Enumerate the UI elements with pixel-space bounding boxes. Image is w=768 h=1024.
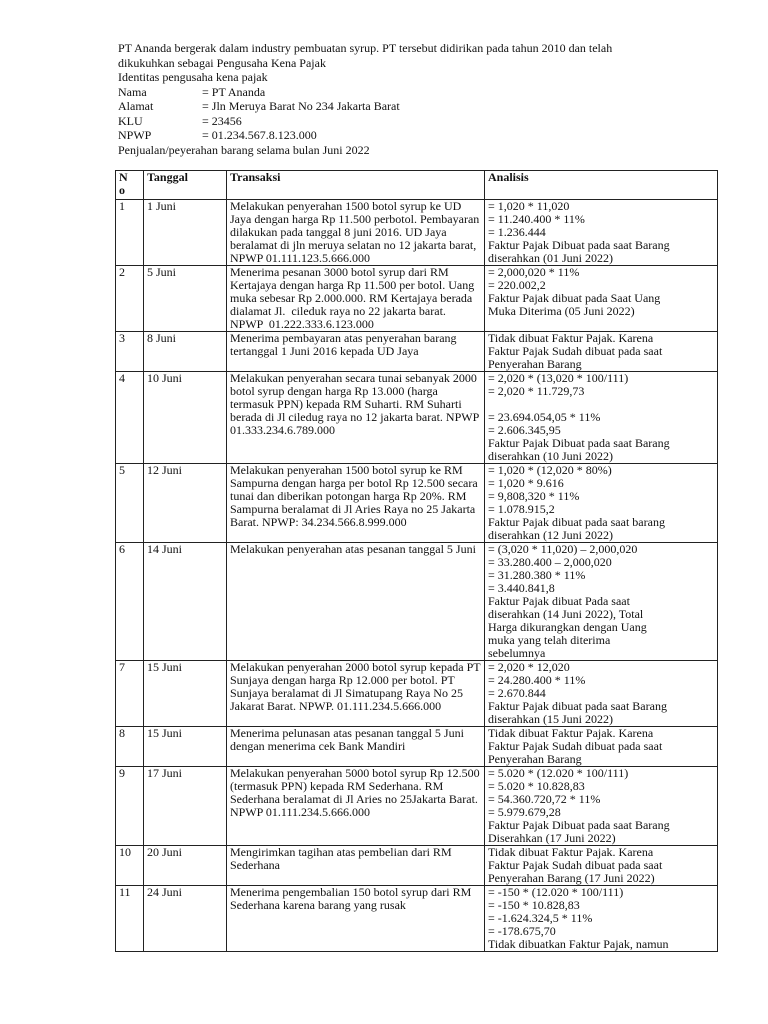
analisis-line: Faktur Pajak dibuat pada saat barang: [488, 515, 665, 529]
cell-analisis: [485, 767, 718, 846]
field-label: Nama: [118, 84, 147, 99]
cell-transaksi: [227, 767, 485, 846]
cell-no: 7: [116, 661, 144, 727]
transaksi-line: dialamat Jl. cileduk raya no 22 jakarta barat.: [230, 304, 446, 318]
transaksi-line: Melakukan penyerahan atas pesanan tanggal 5 Juni: [230, 542, 476, 556]
analisis-line: = 5.979.679,28: [488, 805, 561, 819]
cell-transaksi: [227, 332, 485, 372]
analisis-line: = 2.670.844: [488, 686, 546, 700]
transaksi-line: Sunjaya beralamat di Jl Simatupang Raya No 25: [230, 686, 463, 700]
analisis-line: diserahkan (12 Juni 2022): [488, 528, 613, 542]
analisis-line: diserahkan (15 Juni 2022): [488, 712, 613, 726]
intro-paragraph-line-2: dikukuhkan sebagai Pengusaha Kena Pajak: [118, 55, 326, 70]
table-row: [116, 200, 718, 266]
transaksi-line: dilakukan pada tanggal 8 juni 2016. UD Jaya: [230, 225, 447, 239]
cell-tanggal: 1 Juni: [144, 200, 227, 266]
analisis-line: = (3,020 * 11,020) – 2,000,020: [488, 542, 638, 556]
transaksi-line: Sederhana beralamat di Jl Aries no 25Jakarta Barat.: [230, 792, 478, 806]
table-row: [116, 332, 718, 372]
header-analisis: Analisis: [485, 171, 718, 200]
transaksi-line: muka sebesar Rp 2.000.000. RM Kertajaya berada: [230, 291, 473, 305]
transactions-table: [115, 170, 718, 952]
analisis-line: = 33.280.400 – 2,000,020: [488, 555, 612, 569]
cell-analisis: [485, 846, 718, 886]
analisis-line: = 23.694.054,05 * 11%: [488, 410, 601, 424]
transaksi-line: Melakukan penyerahan 1500 botol syrup ke UD: [230, 199, 462, 213]
analisis-line: Tidak dibuat Faktur Pajak. Karena: [488, 331, 654, 345]
table-row: [116, 543, 718, 661]
transaksi-line: botol syrup dengan harga Rp 13.000 (harga: [230, 384, 438, 398]
field-klu: [118, 114, 638, 129]
field-nama: [118, 85, 638, 100]
analisis-line: = 5.020 * 10.828,83: [488, 779, 585, 793]
transaksi-line: termasuk PPN) kepada RM Suharti. RM Suharti: [230, 397, 462, 411]
analisis-line: Tidak dibuat Faktur Pajak. Karena: [488, 726, 654, 740]
header-tanggal: Tanggal: [144, 171, 227, 200]
transaksi-line: 01.333.234.6.789.000: [230, 423, 335, 437]
analisis-line: Faktur Pajak Sudah dibuat pada saat: [488, 344, 663, 358]
cell-no: 2: [116, 266, 144, 332]
analisis-line: = 1,020 * (12,020 * 80%): [488, 463, 612, 477]
transaksi-line: Melakukan penyerahan 1500 botol syrup ke RM: [230, 463, 463, 477]
cell-tanggal: 15 Juni: [144, 727, 227, 767]
analisis-line: muka yang telah diterima: [488, 633, 611, 647]
cell-transaksi: [227, 543, 485, 661]
cell-transaksi: [227, 727, 485, 767]
analisis-line: Tidak dibuatkan Faktur Pajak, namun: [488, 937, 669, 951]
cell-tanggal: 10 Juni: [144, 372, 227, 464]
analisis-line: = 54.360.720,72 * 11%: [488, 792, 601, 806]
cell-analisis: [485, 266, 718, 332]
analisis-line: = 11.240.400 * 11%: [488, 212, 585, 226]
table-body: [116, 200, 718, 952]
analisis-line: = -150 * 10.828,83: [488, 898, 580, 912]
analisis-line: Muka Diterima (05 Juni 2022): [488, 304, 635, 318]
field-alamat: [118, 99, 638, 114]
analisis-line: = -1.624.324,5 * 11%: [488, 911, 593, 925]
cell-transaksi: [227, 266, 485, 332]
cell-analisis: [485, 543, 718, 661]
analisis-line: Faktur Pajak Dibuat pada saat Barang: [488, 818, 670, 832]
table-row: [116, 886, 718, 952]
cell-no: 11: [116, 886, 144, 952]
cell-tanggal: 8 Juni: [144, 332, 227, 372]
analisis-line: = 31.280.380 * 11%: [488, 568, 586, 582]
transaksi-line: Jaya dengan harga Rp 11.500 perbotol. Pembayaran: [230, 212, 480, 226]
table-row: [116, 767, 718, 846]
analisis-line: Faktur Pajak dibuat pada saat Barang: [488, 699, 667, 713]
transaksi-line: Jakarat Barat. NPWP. 01.111.234.5.666.000: [230, 699, 442, 713]
header-transaksi: Transaksi: [227, 171, 485, 200]
transaksi-line: Sunjaya dengan harga Rp 12.000 per botol. PT: [230, 673, 455, 687]
transaksi-line: NPWP 01.111.234.5.666.000: [230, 805, 371, 819]
cell-tanggal: 17 Juni: [144, 767, 227, 846]
field-label: NPWP: [118, 128, 152, 142]
cell-tanggal: 24 Juni: [144, 886, 227, 952]
intro-section: [118, 41, 638, 157]
transaksi-line: beralamat di jln meruya selatan no 12 jakarta barat,: [230, 238, 477, 252]
analisis-line: diserahkan (10 Juni 2022): [488, 449, 613, 463]
table-row: [116, 464, 718, 543]
analisis-line: = 5.020 * (12.020 * 100/111): [488, 766, 629, 780]
transaksi-line: NPWP 01.222.333.6.123.000: [230, 317, 374, 331]
cell-analisis: [485, 886, 718, 952]
transaksi-line: Sampurna beralamat di Jl Aries Raya no 25 Jakarta: [230, 502, 476, 516]
transaksi-line: Sampurna dengan harga per botol Rp 12.500 secara: [230, 476, 478, 490]
table-row: [116, 266, 718, 332]
cell-tanggal: 14 Juni: [144, 543, 227, 661]
cell-no: 8: [116, 727, 144, 767]
transaksi-line: NPWP 01.111.123.5.666.000: [230, 251, 371, 265]
transaksi-line: Barat. NPWP: 34.234.566.8.999.000: [230, 515, 407, 529]
analisis-line: Harga dikurangkan dengan Uang: [488, 620, 647, 634]
header-no: N o: [116, 171, 144, 200]
cell-transaksi: [227, 661, 485, 727]
analisis-line: = 220.002,2: [488, 278, 546, 292]
analisis-line: Faktur Pajak Dibuat pada saat Barang: [488, 238, 670, 252]
analisis-line: = 2.606.345,95: [488, 423, 561, 437]
field-label: Alamat: [118, 99, 154, 113]
cell-no: 1: [116, 200, 144, 266]
cell-tanggal: 20 Juni: [144, 846, 227, 886]
analisis-line: = 2,000,020 * 11%: [488, 265, 580, 279]
analisis-line: = 2,020 * 11.729,73: [488, 384, 585, 398]
table-row: [116, 727, 718, 767]
field-value: = PT Ananda: [202, 84, 266, 99]
analisis-line: Faktur Pajak Sudah dibuat pada saat: [488, 739, 663, 753]
transaksi-line: (termasuk PPN) kepada RM Sederhana. RM: [230, 779, 444, 793]
transaksi-line: Melakukan penyerahan secara tunai sebanyak 2000: [230, 371, 477, 385]
table-row: [116, 372, 718, 464]
transaksi-line: tertanggal 1 Juni 2016 kepada UD Jaya: [230, 344, 419, 358]
cell-analisis: [485, 332, 718, 372]
field-value: = 01.234.567.8.123.000: [202, 128, 317, 142]
analisis-line: Faktur Pajak dibuat Pada saat: [488, 594, 630, 608]
cell-no: 4: [116, 372, 144, 464]
analisis-line: = 9,808,320 * 11%: [488, 489, 580, 503]
cell-no: 9: [116, 767, 144, 846]
analisis-line: = 1.078.915,2: [488, 502, 555, 516]
identity-heading: Identitas pengusaha kena pajak: [118, 70, 268, 84]
table-header-row: [116, 171, 718, 200]
transaksi-line: Menerima pembayaran atas penyerahan barang: [230, 331, 457, 345]
analisis-line: sebelumnya: [488, 646, 546, 660]
transaksi-line: Mengirimkan tagihan atas pembelian dari RM: [230, 845, 452, 859]
intro-paragraph-line-1: PT Ananda bergerak dalam industry pembuatan syrup. PT tersebut didirikan pada tahun 2010 dan telah: [118, 41, 613, 55]
cell-transaksi: [227, 464, 485, 543]
cell-tanggal: 12 Juni: [144, 464, 227, 543]
analisis-line: = 1.236.444: [488, 225, 546, 239]
analisis-line: = 1,020 * 11,020: [488, 199, 570, 213]
cell-analisis: [485, 372, 718, 464]
cell-no: 6: [116, 543, 144, 661]
field-value: = 23456: [202, 113, 242, 128]
analisis-line: Faktur Pajak Sudah dibuat pada saat: [488, 858, 663, 872]
cell-transaksi: [227, 372, 485, 464]
analisis-line: Tidak dibuat Faktur Pajak. Karena: [488, 845, 654, 859]
cell-no: 3: [116, 332, 144, 372]
analisis-line: = 2,020 * 12,020: [488, 660, 570, 674]
cell-analisis: [485, 464, 718, 543]
cell-transaksi: [227, 846, 485, 886]
cell-analisis: [485, 200, 718, 266]
analisis-line: = -178.675,70: [488, 924, 556, 938]
table-row: [116, 846, 718, 886]
transaksi-line: Menerima pesanan 3000 botol syrup dari RM: [230, 265, 449, 279]
cell-transaksi: [227, 200, 485, 266]
cell-tanggal: 15 Juni: [144, 661, 227, 727]
field-value: = Jln Meruya Barat No 234 Jakarta Barat: [202, 99, 400, 113]
analisis-line: = -150 * (12.020 * 100/111): [488, 885, 624, 899]
analisis-line: = 1,020 * 9.616: [488, 476, 564, 490]
analisis-line: Diserahkan (17 Juni 2022): [488, 831, 616, 845]
cell-transaksi: [227, 886, 485, 952]
transaksi-line: Sederhana karena barang yang rusak: [230, 898, 406, 912]
field-npwp: [118, 128, 638, 143]
analisis-line: Faktur Pajak dibuat pada Saat Uang: [488, 291, 661, 305]
table-row: [116, 661, 718, 727]
transaksi-line: Menerima pelunasan atas pesanan tanggal 5 Juni: [230, 726, 464, 740]
transaksi-line: Melakukan penyerahan 2000 botol syrup kepada PT: [230, 660, 481, 674]
analisis-line: = 24.280.400 * 11%: [488, 673, 586, 687]
cell-tanggal: 5 Juni: [144, 266, 227, 332]
sales-heading: Penjualan/peyerahan barang selama bulan Juni 2022: [118, 142, 370, 157]
field-label: KLU: [118, 113, 143, 128]
transaksi-line: Melakukan penyerahan 5000 botol syrup Rp 12.500: [230, 766, 480, 780]
cell-analisis: [485, 661, 718, 727]
analisis-line: diserahkan (01 Juni 2022): [488, 251, 613, 265]
analisis-line: Penyerahan Barang (17 Juni 2022): [488, 871, 655, 885]
cell-analisis: [485, 727, 718, 767]
analisis-line: Penyerahan Barang: [488, 357, 582, 371]
analisis-line: = 3.440.841,8: [488, 581, 555, 595]
transaksi-line: berada di Jl ciledug raya no 12 jakarta barat. NPWP: [230, 410, 480, 424]
analisis-line: = 2,020 * (13,020 * 100/111): [488, 371, 629, 385]
analisis-line: Penyerahan Barang: [488, 752, 582, 766]
cell-no: 10: [116, 846, 144, 886]
transaksi-line: Kertajaya dengan harga Rp 11.500 per botol. Uang: [230, 278, 475, 292]
analisis-line: diserahkan (14 Juni 2022), Total: [488, 607, 644, 621]
cell-no: 5: [116, 464, 144, 543]
transaksi-line: tunai dan diberikan potongan harga Rp 20%. RM: [230, 489, 467, 503]
transaksi-line: dengan menerima cek Bank Mandiri: [230, 739, 406, 753]
transaksi-line: Sederhana: [230, 858, 280, 872]
analisis-line: Faktur Pajak Dibuat pada saat Barang: [488, 436, 670, 450]
transaksi-line: Menerima pengembalian 150 botol syrup dari RM: [230, 885, 472, 899]
